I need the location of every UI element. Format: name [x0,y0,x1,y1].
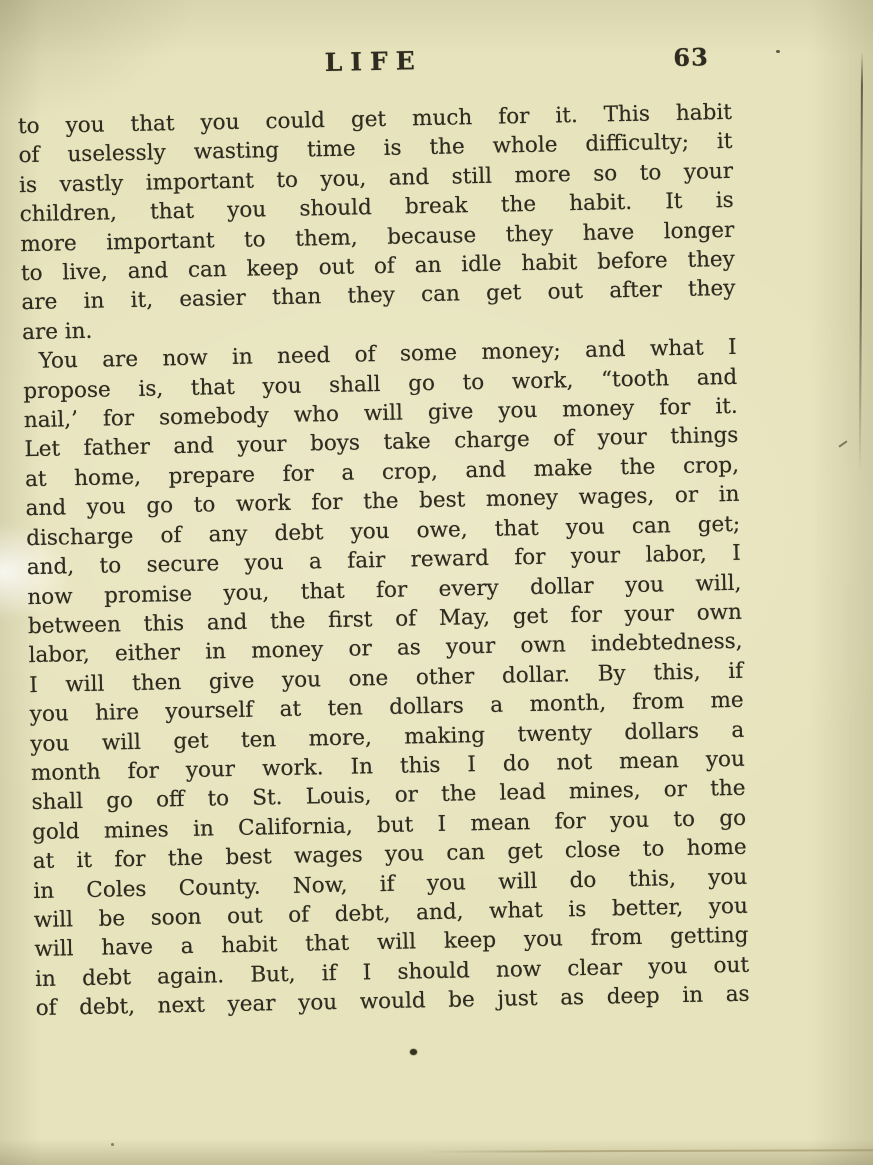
text-line: are in it, easier than they can get out after they [21,276,736,316]
text-line: You are now in need of some money; and what I [38,335,737,375]
page-edge-line [859,52,863,472]
text-line: you hire yourself at ten dollars a month, from me [29,687,744,728]
text-line: Let father and your boys take charge of your things [24,423,739,463]
text-line: discharge of any debt you owe, that you can get; [26,511,741,551]
page-number: 63 [673,42,710,73]
text-line: to you that you could get much for it. This habit [17,99,733,140]
text-line: I will then give you one other dollar. By this, if [28,658,744,698]
text-line: shall go off to St. Louis, or the lead mines, or the [31,776,746,816]
text-line: will have a habit that will keep you from getting [34,923,749,963]
text-line: propose is, that you shall go to work, “tooth and [23,364,738,404]
paragraph [18,98,737,348]
text-line: labor, either in money or as your own indebtedness, [28,629,743,669]
page-header [17,40,732,90]
ink-dot [410,1049,417,1055]
text-line: of debt, next year you would be just as deep in as [35,981,750,1022]
printed-text-block [17,40,750,1024]
text-line: in debt again. But, if I should now clear you out [34,952,750,992]
paper-speck [776,50,780,53]
text-line: are in. [21,318,93,345]
ink-dash-mark [838,440,847,447]
text-line: of uselessly wasting time is the whole difficulty; it [18,129,733,169]
text-line: at home, prepare for a crop, and make the crop, [24,452,740,492]
text-line: and you go to work for the best money wages, or in [25,482,740,522]
text-line: will be soon out of debt, and, what is better, you [33,893,749,933]
running-title: LIFE [324,46,424,78]
text-line: more important to them, because they have longer [20,217,735,257]
text-line: and, to secure you a fair reward for your labor, I [26,540,741,581]
paper-speck [111,1143,114,1146]
text-line: now promise you, that for every dollar you will, [27,570,742,610]
text-line: in Coles County. Now, if you will do this, you [33,864,748,904]
text-line: nail,’ for somebody who will give you money for it. [23,393,739,434]
page-body [18,98,750,1024]
paragraph [22,333,749,1024]
text-line: at it for the best wages you can get close to home [32,834,747,875]
text-line: to live, and can keep out of an idle habit before they [20,246,736,287]
paper-crease-line [420,1149,873,1153]
text-line: you will get ten more, making twenty dollars a [30,717,745,757]
text-line: gold mines in California, but I mean for you to go [31,805,747,845]
text-line: children, that you should break the habit. It is [19,188,734,228]
text-line: month for your work. In this I do not mean you [30,746,746,786]
text-line: between this and the first of May, get for your own [27,599,743,639]
text-line: is vastly important to you, and still more so to your [18,158,734,198]
